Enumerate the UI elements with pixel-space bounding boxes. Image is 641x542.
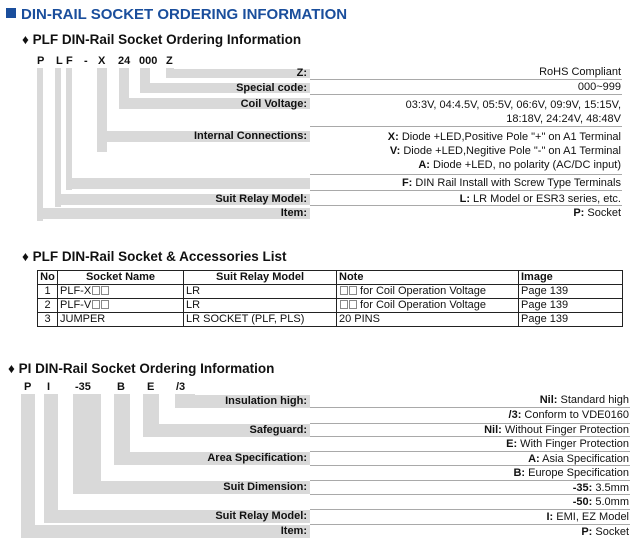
plf-code-char: P: [37, 55, 45, 67]
field-value: B: Europe Specification: [513, 467, 629, 479]
code-bar: [66, 68, 72, 190]
cell-name: PLF-V: [58, 299, 184, 313]
field-label: Special code:: [236, 82, 307, 94]
field-label: Area Specification:: [207, 452, 307, 464]
cell-note: for Coil Operation Voltage: [337, 285, 519, 299]
table-header: Image: [519, 271, 623, 285]
accessories-table: [37, 270, 623, 327]
field-label: Suit Relay Model:: [215, 193, 307, 205]
cell-model: LR: [184, 299, 337, 313]
field-label: Item:: [280, 525, 307, 537]
cell-note: for Coil Operation Voltage: [337, 299, 519, 313]
placeholder-box: [101, 286, 109, 295]
divider: [310, 94, 622, 95]
placeholder-box: [340, 286, 348, 295]
divider: [310, 480, 630, 481]
divider: [310, 174, 622, 175]
pi-code-char: B: [117, 381, 125, 393]
divider: [310, 126, 622, 127]
pi-code-char: E: [147, 381, 155, 393]
cell-model: LR SOCKET (PLF, PLS): [184, 313, 337, 327]
field-label: Suit Dimension:: [223, 481, 307, 493]
cell-model: LR: [184, 285, 337, 299]
field-value: Nil: Without Finger Protection: [484, 424, 629, 436]
field-label: Insulation high:: [225, 395, 307, 407]
plf-code-char: -: [84, 55, 88, 67]
divider: [310, 79, 622, 80]
field-label: Z:: [296, 67, 307, 79]
cell-image: Page 139: [519, 285, 623, 299]
field-value: Nil: Standard high: [539, 394, 629, 406]
plf-code-char: F: [66, 55, 73, 67]
field-value: -35: 3.5mm: [572, 482, 629, 494]
plf-code-char: L: [56, 55, 63, 67]
plf-code-char: 000: [139, 55, 158, 67]
cell-no: 2: [38, 299, 58, 313]
field-value: X: Diode +LED,Positive Pole "+" on A1 Terminal: [387, 131, 621, 143]
field-value: 000~999: [577, 81, 621, 93]
field-value: RoHS Compliant: [539, 66, 621, 78]
code-bar: [73, 394, 101, 492]
placeholder-box: [101, 300, 109, 309]
square-bullet-icon: [6, 8, 16, 18]
field-value: P: Socket: [573, 207, 621, 219]
field-value: A: Diode +LED, no polarity (AC/DC input): [418, 159, 621, 171]
pi-code-char: -35: [75, 381, 91, 393]
field-value: F: DIN Rail Install with Screw Type Terminals: [401, 177, 621, 189]
table-header: Socket Name: [58, 271, 184, 285]
code-bar: [44, 394, 58, 520]
page-title: DIN-RAIL SOCKET ORDERING INFORMATION: [6, 6, 347, 23]
pi-code-char: P: [24, 381, 32, 393]
row-bar: [66, 178, 310, 189]
field-value: E: With Finger Protection: [506, 438, 629, 450]
field-value: 18:18V, 24:24V, 48:48V: [506, 113, 621, 125]
plf-section-title: ♦ PLF DIN-Rail Socket Ordering Information: [22, 32, 302, 47]
cell-name: PLF-X: [58, 285, 184, 299]
cell-no: 1: [38, 285, 58, 299]
pi-code-char: I: [47, 381, 51, 393]
divider: [310, 509, 630, 510]
placeholder-box: [349, 300, 357, 309]
divider: [310, 451, 630, 452]
table-header: Note: [337, 271, 519, 285]
plf-code-char: 24: [118, 55, 131, 67]
pi-section-title: ♦ PI DIN-Rail Socket Ordering Information: [8, 361, 275, 376]
table-row: [38, 299, 623, 313]
plf-code-char: X: [98, 55, 106, 67]
divider: [310, 524, 630, 525]
cell-image: Page 139: [519, 299, 623, 313]
table-row: [38, 313, 623, 327]
table-header: Suit Relay Model: [184, 271, 337, 285]
field-value: /3: Conform to VDE0160: [508, 409, 629, 421]
field-value: A: Asia Specification: [528, 453, 629, 465]
pi-code-char: /3: [176, 381, 186, 393]
cell-note: 20 PINS: [337, 313, 519, 327]
placeholder-box: [92, 300, 100, 309]
table-header-row: [38, 271, 623, 285]
row-bar: [166, 69, 310, 78]
table-row: [38, 285, 623, 299]
field-value: -50: 5.0mm: [572, 496, 629, 508]
table-header: No: [38, 271, 58, 285]
cell-image: Page 139: [519, 313, 623, 327]
field-value: 03:3V, 04:4.5V, 05:5V, 06:6V, 09:9V, 15:15V,: [405, 99, 621, 111]
cell-no: 3: [38, 313, 58, 327]
code-bar: [21, 394, 35, 534]
field-value: I: EMI, EZ Model: [546, 511, 629, 523]
field-value: V: Diode +LED,Negitive Pole "-" on A1 Terminal: [389, 145, 621, 157]
field-label: Item:: [280, 207, 307, 219]
field-label: Suit Relay Model:: [215, 510, 307, 522]
field-value: P: Socket: [581, 526, 629, 538]
field-label: Coil Voltage:: [240, 98, 307, 110]
row-bar: [37, 208, 310, 219]
code-bar: [55, 68, 61, 207]
placeholder-box: [340, 300, 348, 309]
field-label: Internal Connections:: [193, 130, 307, 142]
code-bar: [37, 68, 43, 221]
field-value: L: LR Model or ESR3 series, etc.: [459, 193, 621, 205]
plf-code-char: Z: [166, 55, 173, 67]
cell-name: JUMPER: [58, 313, 184, 327]
placeholder-box: [92, 286, 100, 295]
row-bar: [21, 525, 310, 538]
divider: [310, 407, 630, 408]
divider: [310, 190, 622, 191]
acc-section-title: ♦ PLF DIN-Rail Socket & Accessories List: [22, 249, 287, 264]
field-label: Safeguard:: [249, 424, 307, 436]
placeholder-box: [349, 286, 357, 295]
